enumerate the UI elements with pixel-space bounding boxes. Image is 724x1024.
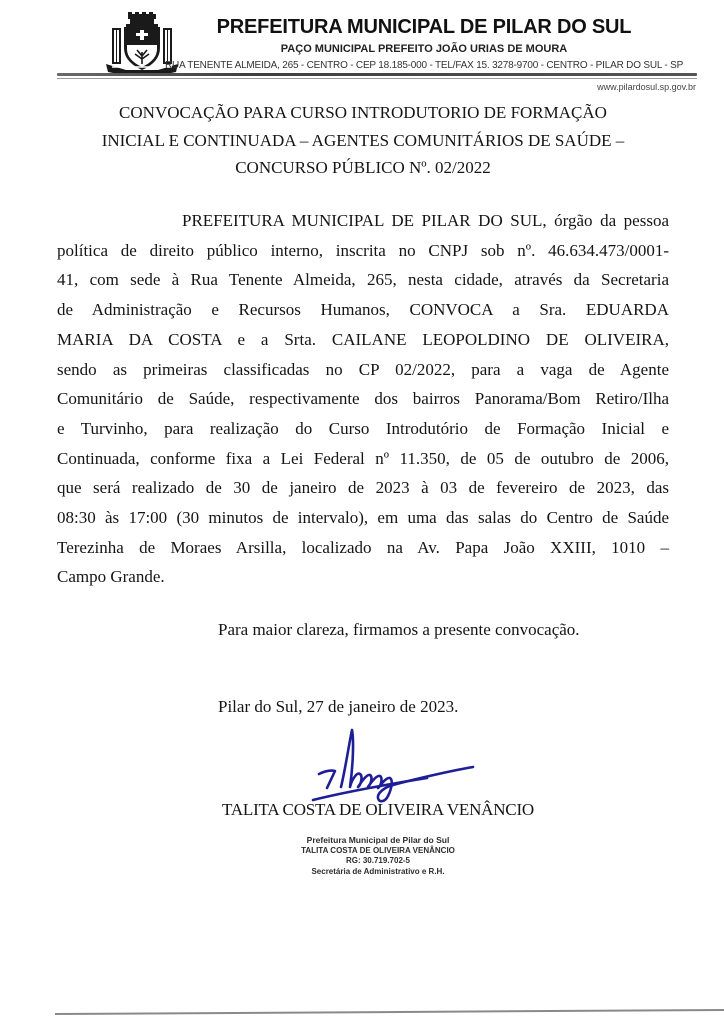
letterhead [150, 16, 698, 71]
document-title-line: CONCURSO PÚBLICO Nº. 02/2022 [235, 158, 491, 177]
document-title-line: CONVOCAÇÃO PARA CURSO INTRODUTORIO DE FORMAÇÃO [119, 103, 607, 122]
body-line: que será realizado de 30 de janeiro de 2023 à 03 de fevereiro de 2023, das [57, 478, 669, 498]
body-line: de Administração e Recursos Humanos, CONVOCA a Sra. EDUARDA [57, 300, 669, 320]
stamp-line: RG: 30.719.702-5 [345, 856, 411, 865]
header-divider [57, 73, 697, 79]
handwritten-signature-icon [305, 726, 495, 808]
letterhead-subtitle: PAÇO MUNICIPAL PREFEITO JOÃO URIAS DE MOURA [280, 43, 568, 55]
document-title-line: INICIAL E CONTINUADA – AGENTES COMUNITÁRIOS DE SAÚDE – [101, 130, 625, 150]
stamp-line: TALITA COSTA DE OLIVEIRA VENÂNCIO [301, 845, 455, 855]
body-line: PREFEITURA MUNICIPAL DE PILAR DO SUL, órgão da pessoa [182, 211, 669, 230]
body-line: Comunitário de Saúde, respectivamente dos bairros Panorama/Bom Retiro/Ilha [57, 389, 669, 409]
letterhead-title: PREFEITURA MUNICIPAL DE PILAR DO SUL [216, 16, 632, 38]
body-line: e Turvinho, para realização do Curso Introdutório de Formação Inicial e [57, 418, 669, 438]
body-line: política de direito público interno, inscrita no CNPJ sob nº. 46.634.473/0001- [57, 240, 669, 260]
document-title [57, 99, 669, 182]
body-line: sendo as primeiras classificadas no CP 02/2022, para a vaga de Agente [57, 359, 669, 379]
date-line: Pilar do Sul, 27 de janeiro de 2023. [218, 697, 459, 716]
letterhead-address: RUA TENENTE ALMEIDA, 265 - CENTRO - CEP 18.185-000 - TEL/FAX 15. 3278-9700 - CENTRO - PILAR DO SUL - SP [164, 60, 684, 71]
body-line: 41, com sede à Rua Tenente Almeida, 265, nesta cidade, através da Secretaria [57, 270, 669, 290]
page-footer-line [55, 1009, 724, 1015]
body-line: MARIA DA COSTA e a Srta. CAILANE LEOPOLDINO DE OLIVEIRA, [57, 329, 669, 349]
letterhead-website: www.pilardosul.sp.gov.br [597, 82, 696, 92]
signatory-name: TALITA COSTA DE OLIVEIRA VENÂNCIO [222, 800, 534, 819]
body-line: 08:30 às 17:00 (30 minutos de intervalo), em uma das salas do Centro de Saúde [57, 508, 669, 528]
closing-sentence: Para maior clareza, firmamos a presente convocação. [218, 620, 580, 639]
official-stamp [57, 835, 699, 877]
stamp-line: Prefeitura Municipal de Pilar do Sul [306, 835, 450, 845]
body-line: Continuada, conforme fixa a Lei Federal nº 11.350, de 05 de outubro de 2006, [57, 448, 669, 468]
body-line: Terezinha de Moraes Arsilla, localizado na Av. Papa João XXIII, 1010 – [57, 537, 669, 557]
body-line: Campo Grande. [57, 567, 165, 587]
body-paragraph [57, 206, 669, 592]
stamp-line: Secretária de Administrativo e R.H. [311, 866, 445, 876]
